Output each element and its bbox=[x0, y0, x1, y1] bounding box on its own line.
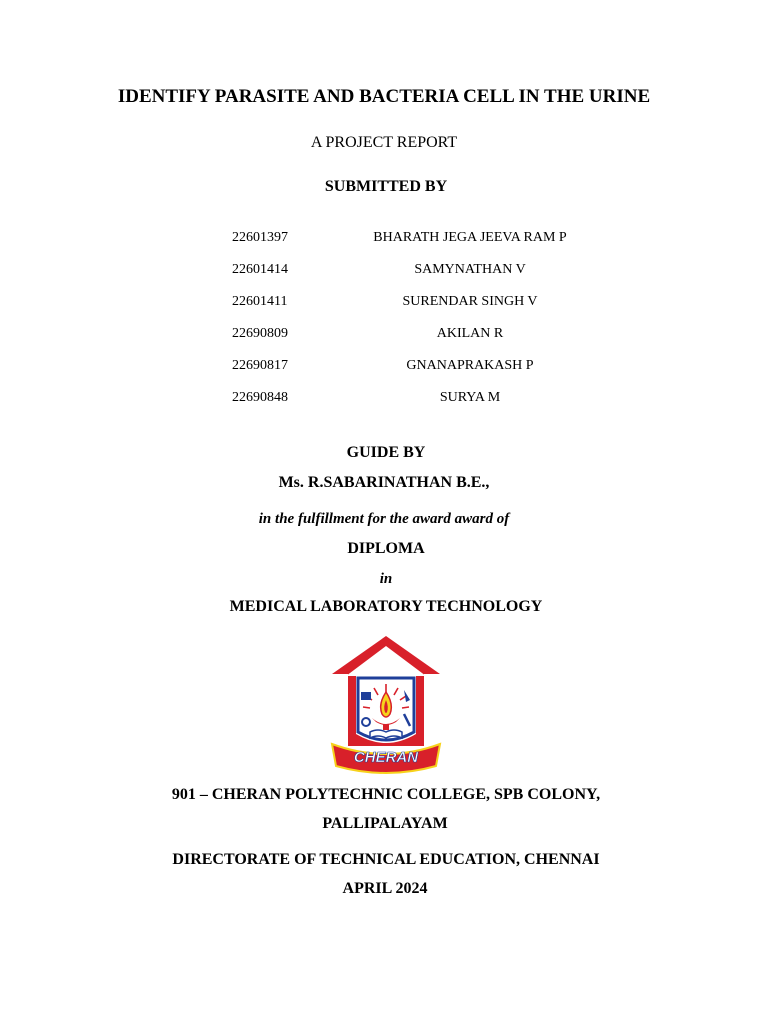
directorate-line: DIRECTORATE OF TECHNICAL EDUCATION, CHENNAI bbox=[172, 851, 600, 868]
student-id: 22601411 bbox=[232, 294, 288, 309]
student-row bbox=[0, 326, 768, 348]
logo-book bbox=[370, 730, 402, 738]
student-name: SAMYNATHAN V bbox=[414, 262, 526, 277]
submitted-by-label: SUBMITTED BY bbox=[324, 178, 448, 195]
logo-banner-text: CHERAN bbox=[353, 749, 419, 766]
student-id: 22601397 bbox=[232, 230, 288, 245]
student-id: 22601414 bbox=[232, 262, 288, 277]
fulfillment-text: in the fulfillment for the award award of bbox=[258, 511, 510, 527]
student-name: SURYA M bbox=[439, 390, 501, 405]
logo-top-text: CPC bbox=[371, 655, 401, 671]
report-subtitle: A PROJECT REPORT bbox=[310, 134, 458, 151]
college-line-2: PALLIPALAYAM bbox=[322, 815, 448, 832]
student-name: GNANAPRAKASH P bbox=[406, 358, 534, 373]
logo-computer-icon bbox=[361, 692, 371, 700]
report-title: IDENTIFY PARASITE AND BACTERIA CELL IN THE URINE bbox=[117, 86, 651, 107]
student-row bbox=[0, 294, 768, 316]
student-name: SURENDAR SINGH V bbox=[402, 294, 538, 309]
degree-title: DIPLOMA bbox=[347, 540, 425, 557]
college-logo bbox=[330, 634, 442, 774]
in-word: in bbox=[379, 571, 393, 587]
report-date: APRIL 2024 bbox=[342, 880, 428, 897]
student-row bbox=[0, 230, 768, 252]
discipline-title: MEDICAL LABORATORY TECHNOLOGY bbox=[229, 598, 543, 615]
student-row bbox=[0, 358, 768, 380]
guide-name: Ms. R.SABARINATHAN B.E., bbox=[278, 474, 490, 491]
student-id: 22690848 bbox=[232, 390, 288, 405]
guide-label: GUIDE BY bbox=[346, 444, 426, 461]
student-name: BHARATH JEGA JEEVA RAM P bbox=[373, 230, 567, 245]
student-row bbox=[0, 262, 768, 284]
college-line-1: 901 – CHERAN POLYTECHNIC COLLEGE, SPB COLONY, bbox=[171, 786, 601, 803]
student-id: 22690809 bbox=[232, 326, 288, 341]
student-id: 22690817 bbox=[232, 358, 288, 373]
student-row bbox=[0, 390, 768, 412]
logo-lamp-stand bbox=[383, 724, 389, 730]
student-name: AKILAN R bbox=[436, 326, 504, 341]
